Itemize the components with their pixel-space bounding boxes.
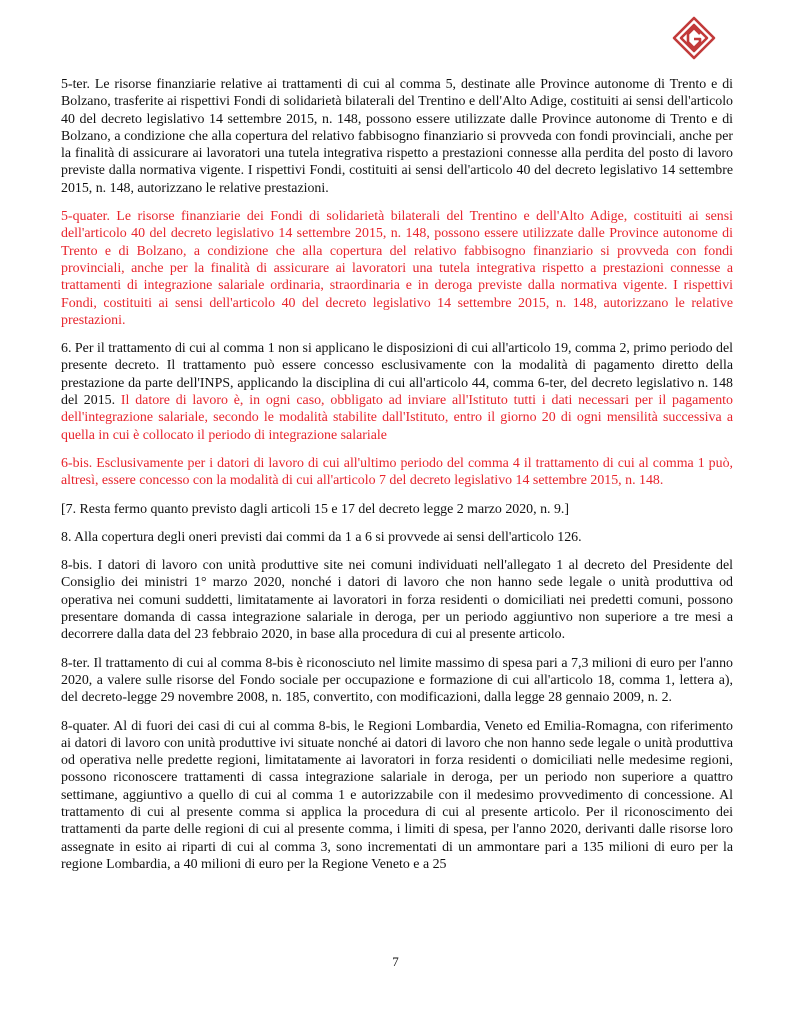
paragraph-5-quater: 5-quater. Le risorse finanziarie dei Fondi di solidarietà bilaterali del Trentino e dell'Alto Adige, costituiti ai sensi dell'articolo 40 del decreto legislativo 14 settembre 2015, n. 148, possono essere utilizzate dalle Province autonome di Trento e di Bolzano, a condizione che alla copertura del relativo fabbisogno finanziario si provveda con fondi provinciali, anche per la finalità di assicurare ai lavoratori una tutela integrativa rispetto a prestazioni connesse a trattamenti di integrazione salariale ordinaria, straordinaria e in deroga previste dalla normativa vigente. I rispettivi Fondi, costituiti ai sensi dell'articolo 40 del decreto legislativo 14 settembre 2015, n. 148, autorizzano le relative prestazioni. [61,209,733,328]
paragraph-5-ter: 5-ter. Le risorse finanziarie relative ai trattamenti di cui al comma 5, destinate alle Province autonome di Trento e di Bolzano, trasferite ai rispettivi Fondi di solidarietà bilaterali del Trentino e dell'Alto Adige, costituiti ai sensi dell'articolo 40 del decreto legislativo 14 settembre 2015, n. 148, possono essere utilizzate dalle Province autonome di Trento e di Bolzano, a condizione che alla copertura del relativo fabbisogno finanziario si provveda con fondi provinciali, anche per la finalità di assicurare ai lavoratori una tutela integrativa rispetto a prestazioni connesse alla perdita del posto di lavoro previste dalla normativa vigente. I rispettivi Fondi, costituiti ai sensi dell'articolo 40 del decreto legislativo 14 settembre 2015, n. 148, autorizzano le relative prestazioni. [61,77,733,196]
paragraph-6-bis: 6-bis. Esclusivamente per i datori di lavoro di cui all'ultimo periodo del comma 4 il trattamento di cui al comma 1 può, altresì, essere concesso con la modalità di cui all'articolo 7 del decreto legislativo 14 settembre 2015, n. 148. [61,455,733,489]
paragraph-6-text: 6. Per il trattamento di cui al comma 1 non si applicano le disposizioni di cui all'articolo 19, comma 2, primo periodo del presente decreto. Il trattamento può essere concesso esclusivamente con la modalità di pagamento diretto della prestazione da parte dell'INPS, applicando la disciplina di cui all'articolo 44, comma 6-ter, del decreto legislativo n. 148 del 2015. [61,341,733,409]
paragraph-6-amendment: Il datore di lavoro è, in ogni caso, obbligato ad inviare all'Istituto tutti i dati necessari per il pagamento dell'integrazione salariale, secondo le modalità stabilite dall'Istituto, entro il giorno 20 di ogni mensilità successiva a quella in cui è collocato il periodo di integrazione salariale [61,393,733,443]
paragraph-8-bis: 8-bis. I datori di lavoro con unità produttive site nei comuni individuati nell'allegato 1 al decreto del Presidente del Consiglio dei ministri 1° marzo 2020, nonché i datori di lavoro che non hanno sede legale o unità produttiva od operativa nei comuni suddetti, limitatamente ai lavoratori in forza residenti o domiciliati nei predetti comuni, possono presentare domanda di cassa integrazione salariale in deroga, per un periodo aggiuntivo non superiore a tre mesi a decorrere dalla data del 23 febbraio 2020, in base alla procedura di cui al presente articolo. [61,558,733,643]
paragraph-7: [7. Resta fermo quanto previsto dagli articoli 15 e 17 del decreto legge 2 marzo 2020, n. 9.] [61,501,570,517]
document-body [61,76,733,884]
paragraph-8: 8. Alla copertura degli oneri previsti dai commi da 1 a 6 si provvede ai sensi dell'articolo 126. [61,529,582,545]
paragraph-6 [61,340,733,444]
page-number: 7 [392,954,399,969]
diamond-g-logo-icon [672,16,716,60]
paragraph-8-ter: 8-ter. Il trattamento di cui al comma 8-bis è riconosciuto nel limite massimo di spesa pari a 7,3 milioni di euro per l'anno 2020, a valere sulle risorse del Fondo sociale per occupazione e formazione di cui all'articolo 18, comma 1, lettera a), del decreto-legge 29 novembre 2008, n. 185, convertito, con modificazioni, dalla legge 28 gennaio 2009, n. 2. [61,655,733,706]
paragraph-8-quater: 8-quater. Al di fuori dei casi di cui al comma 8-bis, le Regioni Lombardia, Veneto ed Emilia-Romagna, con riferimento ai datori di lavoro con unità produttive ivi situate nonché ai datori di lavoro che non hanno sede legale o unità produttiva od operativa nelle predette regioni, limitatamente ai lavoratori in forza residenti o domiciliati nelle medesime regioni, possono riconoscere trattamenti di cassa integrazione salariale in deroga, per un periodo non superiore a quattro settimane, aggiuntivo a quello di cui al comma 1 e autorizzabile con il medesimo provvedimento di concessione. Al trattamento di cui al presente comma si applica la procedura di cui al presente articolo. Per il riconoscimento dei trattamenti da parte delle regioni di cui al presente comma, i limiti di spesa, per l'anno 2020, derivanti dalle risorse loro assegnate in esito ai riparti di cui al comma 3, sono incrementati di un ammontare pari a 135 milioni di euro per la regione Lombardia, a 40 milioni di euro per la Regione Veneto e a 25 [61,718,733,872]
